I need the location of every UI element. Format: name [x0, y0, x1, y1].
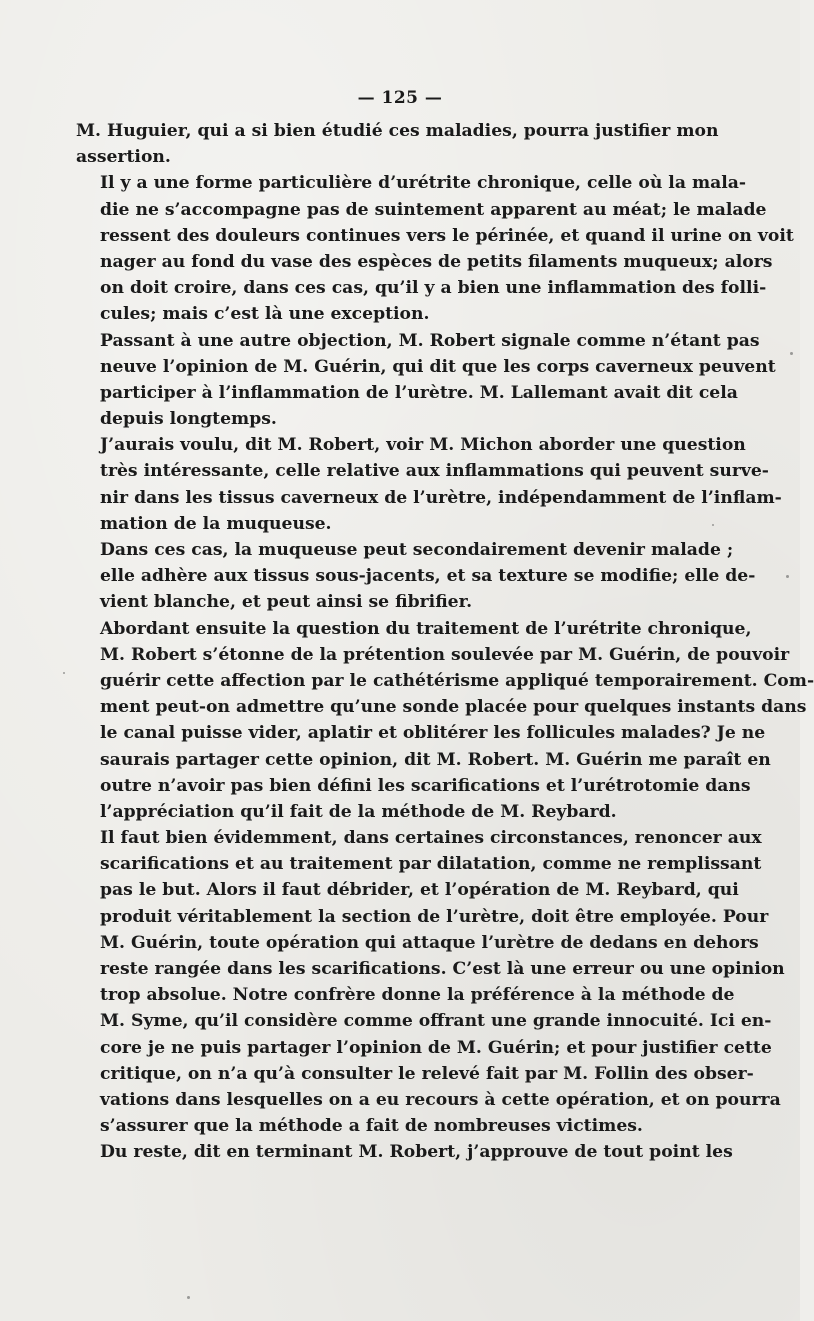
text-line: depuis longtemps. [100, 409, 277, 430]
text-line: Il faut bien évidemment, dans certaines circonstances, renoncer aux [100, 828, 762, 849]
text-line: s’assurer que la méthode a fait de nombreuses victimes. [100, 1116, 643, 1137]
paper-speck [187, 1296, 190, 1299]
text-line: ment peut-on admettre qu’une sonde placée pour quelques instants dans [100, 697, 807, 718]
paragraph [76, 537, 756, 616]
text-line: guérir cette affection par le cathétérisme appliqué temporairement. Com- [100, 670, 814, 691]
paper-speck [790, 352, 793, 355]
text-line: Abordant ensuite la question du traitement de l’urétrite chronique, [100, 618, 752, 639]
text-line: Du reste, dit en terminant M. Robert, j’approuve de tout point les [100, 1142, 733, 1163]
text-line: l’appréciation qu’il fait de la méthode de M. Reybard. [100, 801, 617, 822]
text-line: on doit croire, dans ces cas, qu’il y a bien une inflammation des folli- [100, 278, 767, 299]
text-line: Il y a une forme particulière d’urétrite chronique, celle où la mala- [100, 173, 747, 194]
text-line: M. Guérin, toute opération qui attaque l’urètre de dedans en dehors [100, 932, 759, 953]
body-text [76, 118, 814, 1166]
text-line: cules; mais c’est là une exception. [100, 304, 430, 325]
page-number: — 125 — [357, 88, 443, 108]
text-line: neuve l’opinion de M. Guérin, qui dit que les corps caverneux peuvent [100, 356, 776, 377]
text-line: vations dans lesquelles on a eu recours à cette opération, et on pourra [100, 1089, 781, 1110]
text-line: nager au fond du vase des espèces de petits filaments muqueux; alors [100, 251, 773, 272]
text-line: très intéressante, celle relative aux inflammations qui peuvent surve- [100, 461, 769, 482]
paragraph [76, 118, 719, 170]
text-line: produit véritablement la section de l’urètre, doit être employée. Pour [100, 906, 769, 927]
paper-speck [63, 672, 65, 674]
text-line: scarifications et au traitement par dilatation, comme ne remplissant [100, 854, 762, 875]
text-line: J’aurais voulu, dit M. Robert, voir M. Michon aborder une question [100, 435, 746, 456]
text-line: vient blanche, et peut ainsi se fibrifier. [100, 592, 473, 613]
text-line: M. Syme, qu’il considère comme offrant une grande innocuité. Ici en- [100, 1011, 772, 1032]
paragraph [76, 170, 794, 327]
text-line: M. Huguier, qui a si bien étudié ces maladies, pourra justifier mon [76, 121, 719, 141]
paragraph [76, 328, 776, 433]
text-line: le canal puisse vider, aplatir et oblitérer les follicules malades? Je ne [100, 723, 766, 744]
text-line: die ne s’accompagne pas de suintement apparent au méat; le malade [100, 199, 767, 220]
text-line: reste rangée dans les scarifications. C’est là une erreur ou une opinion [100, 959, 785, 979]
paper-speck [712, 524, 714, 526]
text-line: mation de la muqueuse. [100, 513, 332, 534]
text-line: Passant à une autre objection, M. Robert signale comme n’étant pas [100, 330, 760, 351]
text-line: pas le but. Alors il faut débrider, et l’opération de M. Reybard, qui [100, 880, 739, 901]
text-line: M. Robert s’étonne de la prétention soulevée par M. Guérin, de pouvoir [100, 644, 790, 665]
paragraph [76, 616, 814, 826]
text-line: outre n’avoir pas bien défini les scarifications et l’urétrotomie dans [100, 775, 751, 796]
text-line: participer à l’inflammation de l’urètre. M. Lallemant avait dit cela [100, 382, 738, 403]
text-line: trop absolue. Notre confrère donne la préférence à la méthode de [100, 985, 735, 1006]
paragraph [76, 1139, 733, 1165]
text-line: assertion. [76, 147, 171, 168]
text-line: elle adhère aux tissus sous-jacents, et sa texture se modifie; elle de- [100, 566, 756, 587]
text-line: nir dans les tissus caverneux de l’urètre, indépendamment de l’inflam- [100, 487, 782, 508]
text-line: saurais partager cette opinion, dit M. Robert. M. Guérin me paraît en [100, 749, 771, 770]
text-line: core je ne puis partager l’opinion de M. Guérin; et pour justifier cette [100, 1037, 772, 1058]
text-line: ressent des douleurs continues vers le périnée, et quand il urine on voit [100, 225, 794, 246]
text-line: Dans ces cas, la muqueuse peut secondairement devenir malade ; [100, 540, 734, 560]
paper-speck [786, 575, 789, 578]
paragraph [76, 432, 782, 537]
paragraph [76, 825, 785, 1139]
text-line: critique, on n’a qu’à consulter le relevé fait par M. Follin des obser- [100, 1063, 754, 1084]
